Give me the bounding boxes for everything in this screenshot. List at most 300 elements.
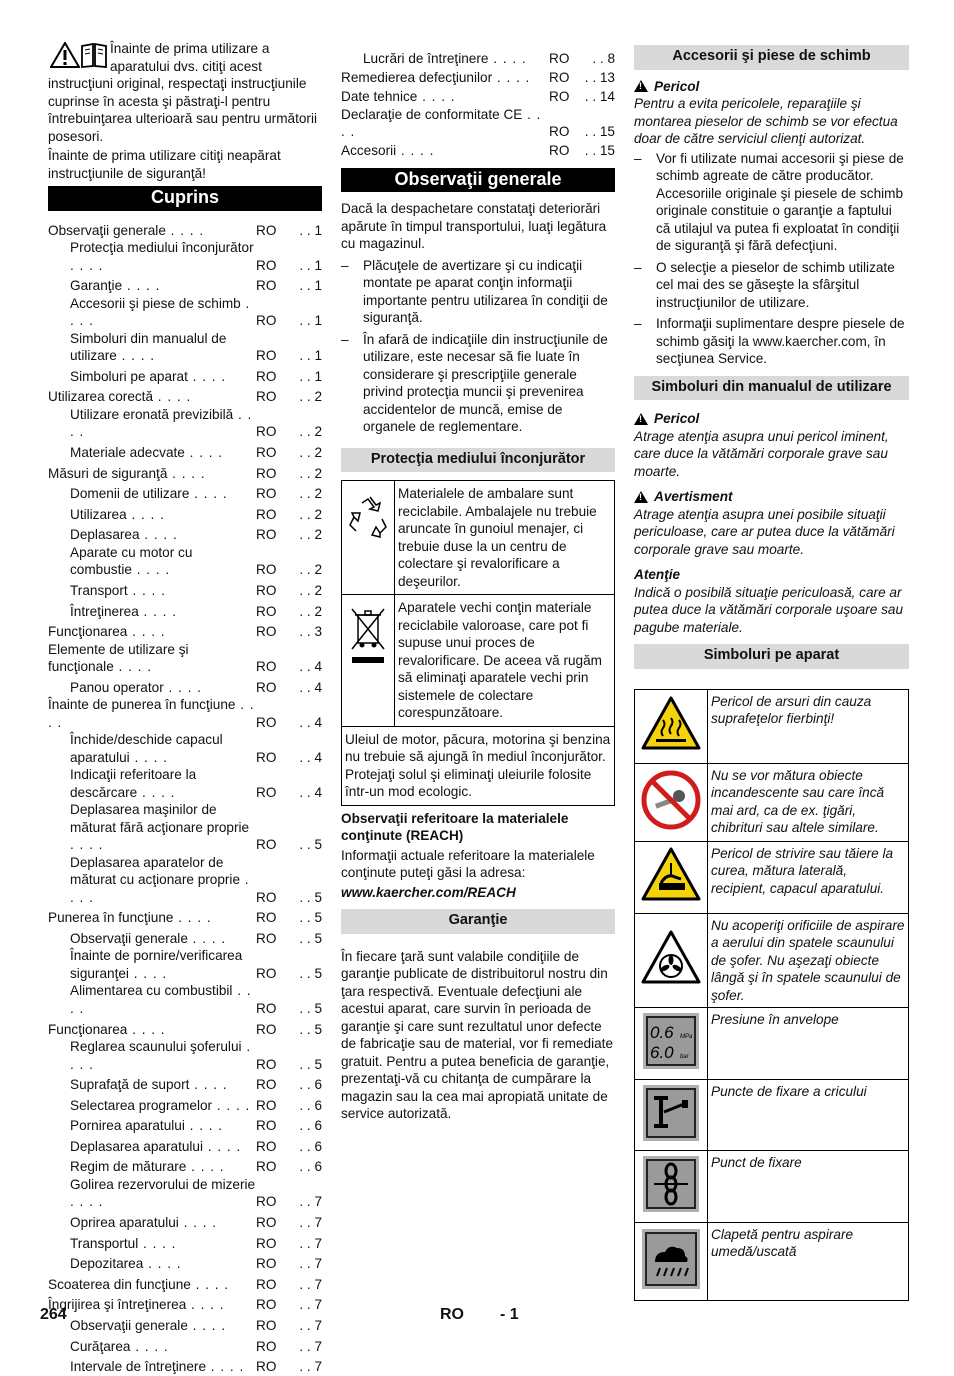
toc-entry-lang: RO <box>256 222 277 238</box>
toc-entry-label: Reglarea scaunului şoferului <box>70 1039 242 1054</box>
toc-entry-label: Date tehnice <box>341 89 418 105</box>
toc-entry-lang: RO <box>256 1194 277 1210</box>
intro <box>48 40 322 182</box>
toc-entry[interactable] <box>48 365 322 386</box>
toc-entry-lang: RO <box>256 1276 277 1292</box>
toc-entry-label: Domenii de utilizare <box>70 486 190 502</box>
toc-entry-page: . . 5 <box>299 1000 322 1016</box>
toc-entry-title: Domenii de utilizare . . . . <box>70 486 228 502</box>
toc-entry-title: Înainte de punerea în funcţiune . . . . <box>48 697 255 730</box>
warning-icon <box>50 42 80 68</box>
env-text-old-devices: Aparatele vechi conţin materiale reciclabile valoroase, care pot fi supuse unui proces de revalorificare. De aceea vă rugăm să eliminaţi aparatele vechi prin sistemele de colectare corespunzătoare. <box>395 595 615 727</box>
toc-entry[interactable] <box>48 906 322 927</box>
toc-entry-title: Indicaţii referitoare la descărcare . . . . <box>70 767 197 800</box>
wet-dry-flap-icon-cell <box>635 1222 708 1300</box>
toc-entry[interactable] <box>48 406 322 441</box>
toc-entry-page-number: 13 <box>599 69 615 85</box>
toc-entry[interactable] <box>48 599 322 620</box>
toc-entry[interactable] <box>48 1355 322 1376</box>
toc-entry-label: Observaţii generale <box>48 222 166 238</box>
toc-entry-label: Panou operator <box>70 679 164 695</box>
toc-entry-page: . . 5 <box>299 965 322 981</box>
toc-entry-title: Deplasarea aparatelor de măturat cu acţionare proprie . . . . <box>70 854 250 905</box>
toc-entry-page-number: 5 <box>314 837 322 853</box>
symbol-danger-heading <box>634 410 909 428</box>
toc-entry-page-number: 7 <box>314 1194 322 1210</box>
toc-entry-label: Observaţii generale <box>70 930 188 946</box>
toc-entry-lang: RO <box>549 143 570 159</box>
toc-entry-page-number: 1 <box>314 348 322 364</box>
toc-entry-title: Depozitarea . . . . <box>70 1256 182 1272</box>
toc-entry-title: Înainte de pornire/verificarea siguranţei . . . . <box>70 948 243 981</box>
page-number: 264 <box>40 1306 67 1323</box>
toc-entry-page-number: 7 <box>314 1338 322 1354</box>
toc-entry-title: Curăţarea . . . . <box>70 1338 169 1354</box>
env-text-packaging: Materialele de ambalare sunt reciclabile. Ambalajele nu trebuie aruncate în gunoiul menajer, ci trebuie duse la un centru de colectare şi revalorificare a deşeurilor. <box>395 481 615 595</box>
toc-heading: Cuprins <box>48 186 322 211</box>
toc-entry-lang: RO <box>256 1235 277 1251</box>
toc-entry[interactable] <box>48 482 322 503</box>
symbol-warning-text: Atrage atenţia asupra unei posibile situaţii periculoase, care ar putea duce la vătămări corporale grave sau moarte. <box>634 506 895 557</box>
toc-entry-lang: RO <box>256 506 277 522</box>
reach-title: Observaţii referitoare la materialele conţinute (REACH) <box>341 810 569 844</box>
toc-entry-title: Transportul . . . . <box>70 1235 177 1251</box>
toc-entry-page: . . 6 <box>299 1077 322 1093</box>
toc-entry-page-number: 6 <box>314 1077 322 1093</box>
table-of-contents <box>48 219 322 1376</box>
toc-entry[interactable] <box>48 579 322 600</box>
toc-entry-lang: RO <box>256 624 277 640</box>
toc-entry-label: Înainte de punerea în funcţiune <box>48 697 236 713</box>
toc-entry-label: Închide/deschide capacul aparatului <box>70 732 223 765</box>
toc-entry-page-number: 2 <box>314 444 322 460</box>
toc-entry[interactable] <box>48 385 322 406</box>
symbol-text: Puncte de fixare a cricului <box>708 1079 909 1151</box>
toc-entry-page-number: 5 <box>314 1000 322 1016</box>
symbol-caution-heading <box>634 566 909 584</box>
recycle-icon <box>346 495 390 539</box>
toc-entry-label: Deplasarea maşinilor de măturat fără acţionare proprie <box>70 802 250 835</box>
manual-book-icon <box>80 42 108 68</box>
guarantee-text: În fiecare ţară sunt valabile condiţiile de garanţie publicate de distribuitorul nostru din ţara respectivă. Eventuale defecţiuni ale acestui aparat, care survin în perioada de garanţie şi care sunt rezultatul unor defecte de fabricaţie sau de material, vor fi remediate gratuit. Pentru a putea beneficia de garanţie, prezentaţi-vă cu chitanţa de cumpărare la magazin sau la cea mai apropiată unitate de service autorizată. <box>341 948 614 1122</box>
symbol-text: Nu se vor mătura obiecte incandescente sau care încă mai ard, ca de ex. ţigări, chibrituri sau altele similare. <box>708 763 909 841</box>
toc-entry-page: . . 1 <box>299 368 322 384</box>
toc-entry-label: Depozitarea <box>70 1256 144 1272</box>
toc-entry-label: Alimentarea cu combustibil <box>70 983 233 999</box>
symbol-warning-label: Avertisment <box>654 489 733 504</box>
toc-entry-page: . . 7 <box>299 1318 322 1334</box>
toc-entry-page: . . 6 <box>299 1118 322 1134</box>
toc-entry-label: Observaţii generale <box>70 1318 188 1334</box>
toc-entry-title: Pornirea aparatului . . . . <box>70 1118 224 1134</box>
symbol-caution-text: Indică o posibilă situaţie periculoasă, care ar putea duce la vătămări corporale uşoare sau pagube materiale. <box>634 584 904 635</box>
toc-entry-page-number: 7 <box>314 1359 322 1375</box>
toc-entry[interactable] <box>341 48 615 67</box>
tyre-unit-mpa: MPa <box>680 1034 693 1040</box>
toc-entry-lang: RO <box>256 1056 277 1072</box>
toc-entry-lang: RO <box>256 1021 277 1037</box>
toc-entry-label: Deplasarea aparatului <box>70 1138 204 1154</box>
toc-entry-page-number: 4 <box>314 749 322 765</box>
toc-entry[interactable] <box>48 1335 322 1356</box>
recycle-icon-cell <box>342 481 395 595</box>
toc-entry-lang: RO <box>256 1138 277 1154</box>
symbol-text: Clapetă pentru aspirare umedă/uscată <box>708 1222 909 1300</box>
toc-entry-page: . . 7 <box>299 1338 322 1354</box>
toc-entry[interactable] <box>48 461 322 482</box>
toc-entry-title: Utilizare eronată previzibilă . . . . <box>70 406 253 440</box>
toc-entry-title: Materiale adecvate . . . . <box>70 444 224 460</box>
no-burning-objects-icon <box>641 770 701 830</box>
toc-entry-title: Regim de măturare . . . . <box>70 1159 225 1175</box>
toc-entry-label: Golirea rezervorului de mizerie <box>70 1176 256 1192</box>
toc-entry[interactable] <box>341 86 615 105</box>
toc-entry[interactable] <box>48 801 322 854</box>
toc-entry-page-number: 6 <box>314 1159 322 1175</box>
toc-entry[interactable] <box>48 441 322 462</box>
toc-entry-page: . . 2 <box>299 424 322 440</box>
toc-entry-page: . . 15 <box>584 124 615 140</box>
toc-entry-label: Simboluri pe aparat <box>70 368 188 384</box>
toc-entry-title: Observaţii generale . . . . <box>70 1318 227 1334</box>
toc-entry-title: Transport . . . . <box>70 582 166 598</box>
toc-entry-page: . . 2 <box>299 603 322 619</box>
column-2 <box>341 44 615 1125</box>
toc-entry[interactable] <box>48 620 322 641</box>
symbol-danger-text: Atrage atenţia asupra unui pericol iminent, care duce la vătămări corporale grave sau moarte. <box>634 428 889 479</box>
chain-tie-down-icon <box>642 1155 700 1213</box>
toc-entry-page: . . 1 <box>299 278 322 294</box>
toc-entry[interactable] <box>48 854 322 907</box>
toc-entry-title: Aparate cu motor cu combustie . . . . <box>70 544 193 578</box>
toc-entry-page: . . 6 <box>299 1097 322 1113</box>
toc-entry-page: . . 3 <box>299 624 322 640</box>
crush-cut-hazard-icon <box>641 847 701 903</box>
toc-entry[interactable] <box>48 1211 322 1232</box>
toc-entry[interactable] <box>48 239 322 274</box>
toc-entry-title: Deplasarea aparatului . . . . <box>70 1138 242 1154</box>
toc-entry-title: Îngrijirea şi întreţinerea . . . . <box>48 1297 225 1313</box>
toc-entry[interactable] <box>48 641 322 676</box>
toc-entry-page-number: 6 <box>314 1138 322 1154</box>
toc-entry-page: . . 7 <box>299 1215 322 1231</box>
toc-entry-label: Întreţinerea <box>70 603 139 619</box>
toc-entry-label: Deplasarea aparatelor de măturat cu acţionare proprie <box>70 854 241 888</box>
toc-entry-label: Pornirea aparatului <box>70 1118 185 1134</box>
toc-entry[interactable] <box>48 274 322 295</box>
toc-entry-page: . . 5 <box>299 1056 322 1072</box>
warning-triangle-icon <box>634 413 648 425</box>
toc-entry-label: Înainte de pornire/verificarea siguranţei <box>70 948 243 981</box>
symbol-text: Pericol de arsuri din cauza suprafeţelor fierbinţi! <box>708 689 909 763</box>
toc-entry[interactable] <box>48 1135 322 1156</box>
toc-entry-page: . . 5 <box>299 889 322 905</box>
toc-entry-page-number: 4 <box>314 659 322 675</box>
toc-entry-lang: RO <box>256 1000 277 1016</box>
toc-entry-label: Funcţionarea <box>48 1021 128 1037</box>
toc-entry[interactable] <box>48 1232 322 1253</box>
toc-entry[interactable] <box>48 219 322 240</box>
toc-entry[interactable] <box>48 1293 322 1314</box>
toc-entry-title: Reglarea scaunului şoferului . . . . <box>70 1039 252 1072</box>
fan-warning-icon <box>641 930 701 986</box>
toc-entry-label: Aparate cu motor cu combustie <box>70 544 193 578</box>
toc-entry-label: Transportul <box>70 1235 139 1251</box>
toc-entry-page: . . 5 <box>299 837 322 853</box>
toc-entry-page-number: 14 <box>599 89 615 105</box>
toc-entry-page-number: 4 <box>314 714 322 730</box>
paragraph: Dacă la despachetare constataţi deteriorări apărute în timpul transportului, luaţi legătura cu magazinul. <box>341 201 607 252</box>
toc-entry-page-number: 5 <box>314 889 322 905</box>
toc-entry-label: Utilizarea corectă <box>48 389 154 405</box>
column-1 <box>48 40 322 1376</box>
toc-entry[interactable] <box>341 106 615 141</box>
toc-entry-label: Regim de măturare <box>70 1159 187 1175</box>
toc-entry-page: . . 2 <box>299 582 322 598</box>
tie-down-icon-cell <box>635 1151 708 1223</box>
toc-entry-lang: RO <box>256 603 277 619</box>
toc-entry-lang: RO <box>549 89 570 105</box>
danger-heading <box>634 78 909 96</box>
toc-entry-label: Elemente de utilizare şi funcţionale <box>48 641 189 675</box>
toc-entry-lang: RO <box>256 889 277 905</box>
toc-entry-label: Materiale adecvate <box>70 444 185 460</box>
toc-entry-title: Întreţinerea . . . . <box>70 603 177 619</box>
toc-entry[interactable] <box>48 544 322 579</box>
toc-entry-page: . . 5 <box>299 1021 322 1037</box>
toc-entry-title: Utilizarea corectă . . . . <box>48 389 192 405</box>
toc-entry-lang: RO <box>256 965 277 981</box>
symbol-text: Presiune în anvelope <box>708 1008 909 1080</box>
toc-entry[interactable] <box>48 676 322 697</box>
toc-entry-lang: RO <box>256 1118 277 1134</box>
toc-entry-lang: RO <box>256 348 277 364</box>
toc-entry-page-number: 8 <box>607 50 615 66</box>
list-item: – Vor fi utilizate numai accesorii şi piese de schimb agreate de către producător. Accesoriile originale şi piesele de schimb originale constituie o garanţie a faptului că utilajul va putea fi exploatat în condiţii de siguranţă şi fără defecţiuni. <box>634 150 909 255</box>
reach-text: Informaţii actuale referitoare la materialele conţinute puteţi găsi la adresa: <box>341 847 595 881</box>
toc-entry-label: Accesorii şi piese de schimb <box>70 295 241 311</box>
toc-entry-page-number: 2 <box>314 603 322 619</box>
footer-section-page: - 1 <box>500 1306 519 1323</box>
tyre-value-mpa: 0.6 <box>650 1023 674 1042</box>
air-vent-icon-cell <box>635 913 708 1008</box>
toc-entry-page: . . 2 <box>299 465 322 481</box>
toc-entry-page: . . 5 <box>299 930 322 946</box>
toc-entry-page: . . 7 <box>299 1235 322 1251</box>
toc-entry-label: Suprafaţă de suport <box>70 1077 190 1093</box>
toc-entry-title: Date tehnice . . . . <box>341 89 456 105</box>
toc-entry-lang: RO <box>256 424 277 440</box>
toc-entry-page-number: 2 <box>314 582 322 598</box>
toc-entry-page-number: 1 <box>314 313 322 329</box>
toc-entry-lang: RO <box>256 444 277 460</box>
toc-entry-page: . . 1 <box>299 222 322 238</box>
toc-entry[interactable] <box>48 1094 322 1115</box>
toc-entry-label: Protecţia mediului înconjurător <box>70 240 254 256</box>
warning-triangle-icon <box>634 80 648 92</box>
device-symbols-table <box>634 689 909 1301</box>
toc-entry-page: . . 4 <box>299 679 322 695</box>
toc-entry-lang: RO <box>256 389 277 405</box>
toc-entry-lang: RO <box>256 486 277 502</box>
toc-entry[interactable] <box>48 1073 322 1094</box>
danger-text: Pentru a evita pericolele, reparaţiile şi montarea pieselor de schimb se vor efectua doar de către serviciul clienţi autorizat. <box>634 96 898 146</box>
reach-link[interactable]: www.kaercher.com/REACH <box>341 884 516 900</box>
toc-entry-lang: RO <box>256 1359 277 1375</box>
toc-entry[interactable] <box>48 1017 322 1038</box>
toc-entry-title: Deplasarea . . . . <box>70 527 178 543</box>
footer-language: RO <box>440 1306 464 1323</box>
toc-entry[interactable] <box>48 1155 322 1176</box>
toc-entry[interactable] <box>48 1314 322 1335</box>
tyre-unit-bar: bar <box>680 1054 689 1060</box>
toc-entry-page-number: 2 <box>314 562 322 578</box>
toc-entry[interactable] <box>48 1273 322 1294</box>
toc-entry-title: Accesorii . . . . <box>341 143 435 159</box>
toc-entry-label: Lucrări de întreţinere <box>363 50 489 66</box>
toc-entry-lang: RO <box>549 124 570 140</box>
toc-entry-label: Simboluri din manualul de utilizare <box>70 330 227 364</box>
toc-entry-page: . . 4 <box>299 749 322 765</box>
toc-entry[interactable] <box>48 696 322 731</box>
toc-entry-page: . . 7 <box>299 1297 322 1313</box>
toc-entry-label: Scoaterea din funcţiune <box>48 1276 191 1292</box>
toc-entry-label: Intervale de întreţinere <box>70 1359 207 1375</box>
toc-entry-lang: RO <box>256 930 277 946</box>
toc-entry-title: Observaţii generale . . . . <box>70 930 227 946</box>
column-3 <box>634 44 909 1301</box>
toc-entry[interactable] <box>48 982 322 1017</box>
toc-entry-page-number: 2 <box>314 465 322 481</box>
toc-entry-page-number: 3 <box>314 624 322 640</box>
toc-entry-title: Suprafaţă de suport . . . . <box>70 1077 228 1093</box>
symbol-danger-label: Pericol <box>654 411 700 426</box>
toc-entry-page-number: 5 <box>314 965 322 981</box>
hot-surface-icon-cell <box>635 689 708 763</box>
toc-entry-page-number: 4 <box>314 679 322 695</box>
toc-entry-lang: RO <box>256 749 277 765</box>
no-hot-objects-icon-cell <box>635 763 708 841</box>
toc-entry-label: Remedierea defecţiunilor <box>341 69 493 85</box>
toc-entry-lang: RO <box>549 50 570 66</box>
toc-entry-title: Închide/deschide capacul aparatului . . . . <box>70 732 223 765</box>
symbol-text: Punct de fixare <box>708 1151 909 1223</box>
toc-entry-lang: RO <box>256 313 277 329</box>
toc-entry[interactable] <box>48 927 322 948</box>
toc-entry[interactable] <box>341 141 615 160</box>
environment-table <box>341 480 615 806</box>
toc-entry[interactable] <box>48 295 322 330</box>
toc-entry-page: . . 2 <box>299 506 322 522</box>
symbol-text: Pericol de strivire sau tăiere la curea, mătura laterală, recipient, capacul aparatului. <box>708 841 909 913</box>
toc-entry-title: Alimentarea cu combustibil . . . . <box>70 983 252 1016</box>
toc-entry[interactable] <box>48 1038 322 1073</box>
list-item: – Plăcuţele de avertizare şi cu indicaţii montate pe aparat conţin informaţii importante pentru utilizarea în condiţii de siguranţă. <box>341 257 615 327</box>
toc-entry[interactable] <box>341 67 615 86</box>
toc-entry-page-number: 7 <box>314 1256 322 1272</box>
toc-entry-title: Panou operator . . . . <box>70 679 202 695</box>
toc-entry-page: . . 7 <box>299 1256 322 1272</box>
toc-entry-lang: RO <box>256 1256 277 1272</box>
toc-entry-label: Măsuri de siguranţă <box>48 465 168 481</box>
toc-entry-page: . . 7 <box>299 1194 322 1210</box>
toc-entry-page: . . 7 <box>299 1276 322 1292</box>
toc-entry-title: Intervale de întreţinere . . . . <box>70 1359 245 1375</box>
toc-entry[interactable] <box>48 1176 322 1211</box>
section-title-garantie: Garanţie <box>341 909 615 934</box>
toc-entry-label: Transport <box>70 582 128 598</box>
toc-entry-title: Oprirea aparatului . . . . <box>70 1215 218 1231</box>
toc-entry-page-number: 2 <box>314 506 322 522</box>
toc-entry[interactable] <box>48 523 322 544</box>
symbol-text: Nu acoperiţi orificiile de aspirare a aerului din spatele scaunului de şofer. Nu aşezaţi obiecte lângă şi în spatele scaunului de şofer. <box>708 913 909 1008</box>
toc-entry[interactable] <box>48 766 322 801</box>
danger-label: Pericol <box>654 78 700 94</box>
toc-entry-lang: RO <box>256 784 277 800</box>
toc-entry-lang: RO <box>256 659 277 675</box>
toc-entry-title: Scoaterea din funcţiune . . . . <box>48 1276 230 1292</box>
toc-entry-title: Selectarea programelor . . . . <box>70 1097 251 1113</box>
toc-entry-page-number: 5 <box>314 930 322 946</box>
section-title-protectia-mediului: Protecţia mediului înconjurător <box>341 448 615 473</box>
section-title-accesorii: Accesorii şi piese de schimb <box>634 45 909 70</box>
toc-entry[interactable] <box>48 731 322 766</box>
toc-entry-page-number: 1 <box>314 368 322 384</box>
toc-entry-title: Măsuri de siguranţă . . . . <box>48 465 206 481</box>
toc-entry-page: . . 1 <box>299 313 322 329</box>
toc-entry-title: Punerea în funcţiune . . . . <box>48 910 212 926</box>
toc-entry-page-number: 5 <box>314 910 322 926</box>
toc-entry-page: . . 2 <box>299 486 322 502</box>
section-title-simboluri-manual: Simboluri din manualul de utilizare <box>634 376 909 401</box>
jack-points-icon <box>642 1084 700 1142</box>
toc-entry-title: Lucrări de întreţinere . . . . <box>363 50 527 66</box>
toc-entry-page-number: 7 <box>314 1215 322 1231</box>
toc-entry-title: Elemente de utilizare şi funcţionale . . . . <box>48 641 189 675</box>
toc-entry[interactable] <box>48 1114 322 1135</box>
toc-entry-lang: RO <box>549 69 570 85</box>
toc-entry-title: Golirea rezervorului de mizerie . . . . <box>70 1176 256 1210</box>
env-text-oil: Uleiul de motor, păcura, motorina şi benzina nu trebuie să ajungă în mediul înconjurător. Protejaţi solul şi eliminaţi uleiurile folosite într-un mod ecologic. <box>342 726 615 805</box>
list-item: – O selecţie a pieselor de schimb utilizate cel mai des se găseşte la sfârşitul instrucţiunilor de utilizare. <box>634 259 909 312</box>
toc-entry-lang: RO <box>256 1215 277 1231</box>
toc-entry[interactable] <box>48 947 322 982</box>
toc-entry-page: . . 15 <box>584 143 615 159</box>
tyre-pressure-icon-cell <box>635 1008 708 1080</box>
hot-surface-icon <box>641 696 701 752</box>
toc-entry-lang: RO <box>256 368 277 384</box>
toc-entry-label: Funcţionarea <box>48 624 128 640</box>
toc-entry-page-number: 15 <box>599 124 615 140</box>
toc-entry-lang: RO <box>256 278 277 294</box>
toc-entry[interactable] <box>48 330 322 365</box>
toc-entry-page-number: 4 <box>314 784 322 800</box>
toc-entry-lang: RO <box>256 527 277 543</box>
toc-entry-lang: RO <box>256 679 277 695</box>
tyre-pressure-icon <box>642 1012 700 1070</box>
toc-entry-lang: RO <box>256 1297 277 1313</box>
toc-entry[interactable] <box>48 503 322 524</box>
toc-entry-title: Declaraţie de conformitate CE . . . . <box>341 106 542 140</box>
toc-entry-lang: RO <box>256 562 277 578</box>
toc-entry-page-number: 1 <box>314 257 322 273</box>
toc-entry-lang: RO <box>256 714 277 730</box>
toc-entry-lang: RO <box>256 910 277 926</box>
toc-entry-label: Punerea în funcţiune <box>48 910 174 926</box>
toc-entry-page: . . 14 <box>584 89 615 105</box>
toc-entry[interactable] <box>48 1252 322 1273</box>
toc-entry-page: . . 6 <box>299 1138 322 1154</box>
